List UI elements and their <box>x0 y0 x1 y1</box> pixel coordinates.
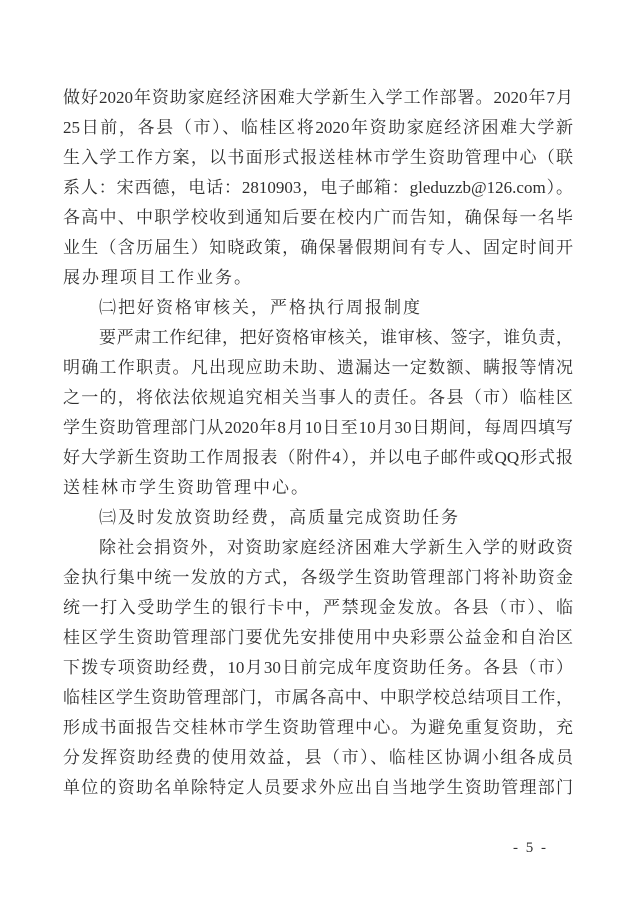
text-line: 生入学工作方案，以书面形式报送桂林市学生资助管理中心（联 <box>63 148 573 167</box>
text-line: 金执行集中统一发放的方式，各级学生资助管理部门将补助资金 <box>63 568 573 587</box>
text-line: 要严肃工作纪律，把好资格审核关，谁审核、签字，谁负责， <box>99 328 573 347</box>
text-line: 除社会捐资外，对资助家庭经济困难大学新生入学的财政资 <box>99 538 573 557</box>
text-line: ㈢及时发放资助经费，高质量完成资助任务 <box>99 508 460 527</box>
text-line: 系人：宋西德，电话：2810903，电子邮箱：gleduzzb@126.com）。 <box>63 178 573 197</box>
text-line: 之一的，将依法依规追究相关当事人的责任。各县（市）临桂区 <box>63 388 573 407</box>
text-line: 明确工作职责。凡出现应助未助、遗漏达一定数额、瞒报等情况 <box>63 358 573 377</box>
text-line: 好大学新生资助工作周报表（附件4），并以电子邮件或QQ形式报 <box>63 448 573 467</box>
text-line: 单位的资助名单除特定人员要求外应出自当地学生资助管理部门 <box>63 778 573 797</box>
text-line: 业生（含历届生）知晓政策，确保暑假期间有专人、固定时间开 <box>63 238 573 257</box>
text-line: 各高中、中职学校收到通知后要在校内广而告知，确保每一名毕 <box>63 208 573 227</box>
text-line: 25日前，各县（市）、临桂区将2020年资助家庭经济困难大学新 <box>63 118 573 137</box>
text-line: 分发挥资助经费的使用效益，县（市）、临桂区协调小组各成员 <box>63 748 573 767</box>
text-line: 送桂林市学生资助管理中心。 <box>63 478 310 497</box>
text-line: 做好2020年资助家庭经济困难大学新生入学工作部署。2020年7月 <box>63 88 573 107</box>
text-line: ㈡把好资格审核关，严格执行周报制度 <box>99 298 422 317</box>
text-line: 展办理项目工作业务。 <box>63 268 253 287</box>
text-line: 形成书面报告交桂林市学生资助管理中心。为避免重复资助，充 <box>63 718 573 737</box>
text-line: 统一打入受助学生的银行卡中，严禁现金发放。各县（市）、临 <box>63 598 573 617</box>
document-body <box>63 83 573 803</box>
text-line: 学生资助管理部门从2020年8月10日至10月30日期间，每周四填写 <box>63 418 573 437</box>
page-number: - 5 - <box>513 840 548 856</box>
text-line: 下拨专项资助经费，10月30日前完成年度资助任务。各县（市） <box>63 658 573 677</box>
text-line: 临桂区学生资助管理部门，市属各高中、中职学校总结项目工作， <box>63 688 573 707</box>
text-line: 桂区学生资助管理部门要优先安排使用中央彩票公益金和自治区 <box>63 628 573 647</box>
